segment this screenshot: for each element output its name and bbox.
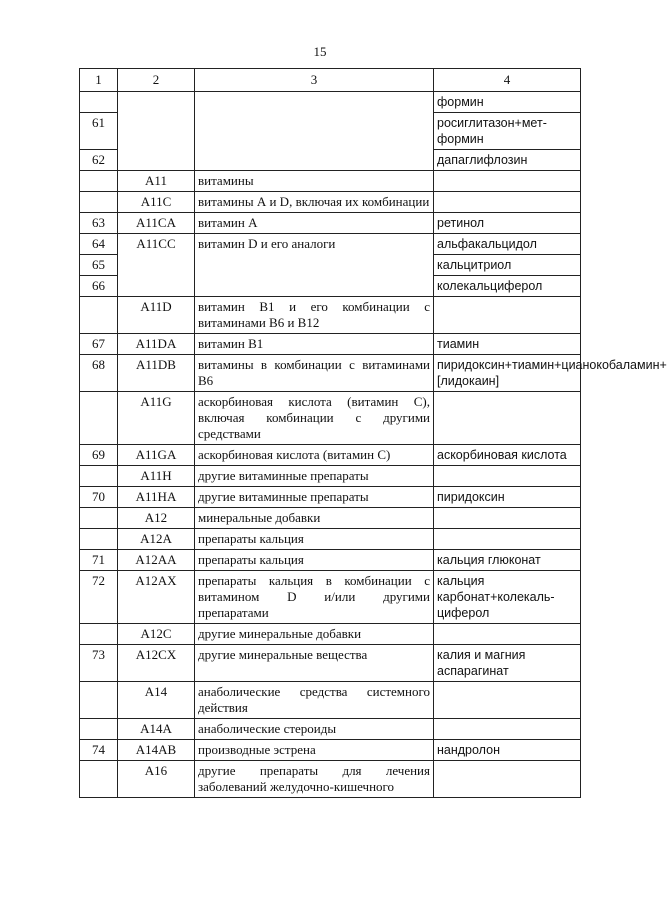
drug-name: кальция глюконат [434,550,581,571]
drug-name: колекальциферол [434,276,581,297]
group-name: витамины А и D, включая их комбинации [195,192,434,213]
row-number: 65 [80,255,118,276]
drug-name [434,297,581,334]
table-header-row [80,69,581,92]
row-number: 71 [80,550,118,571]
row-number: 62 [80,150,118,171]
atc-code: A11CA [118,213,195,234]
atc-code: A11H [118,466,195,487]
group-name: другие витаминные препараты [195,466,434,487]
row-number: 66 [80,276,118,297]
group-name: анаболические стероиды [195,719,434,740]
atc-code: A11D [118,297,195,334]
drug-name [434,761,581,798]
table-row [80,761,581,798]
drug-name: формин [434,92,581,113]
atc-code: A14AB [118,740,195,761]
row-number [80,192,118,213]
row-number [80,171,118,192]
group-name [195,92,434,171]
header-cell-1: 1 [80,69,118,92]
row-number: 67 [80,334,118,355]
atc-code: A11 [118,171,195,192]
atc-code: A12AX [118,571,195,624]
table-row [80,508,581,529]
table-row [80,334,581,355]
atc-code: A11DA [118,334,195,355]
drug-name: росиглитазон+мет-формин [434,113,581,150]
drug-name: тиамин [434,334,581,355]
group-name: витамины в комбинации с витаминами В6 [195,355,434,392]
group-name: другие препараты для лечения заболеваний желудочно-кишечного [195,761,434,798]
table-row [80,392,581,445]
table-row [80,171,581,192]
header-cell-2: 2 [118,69,195,92]
table-row [80,740,581,761]
row-number [80,92,118,113]
header-cell-4: 4 [434,69,581,92]
atc-code [118,92,195,171]
drug-name [434,171,581,192]
atc-code: A11HA [118,487,195,508]
table-row [80,645,581,682]
row-number [80,761,118,798]
table-row [80,550,581,571]
atc-code: A11G [118,392,195,445]
table-row [80,571,581,624]
atc-code: A14 [118,682,195,719]
group-name: препараты кальция [195,550,434,571]
group-name: другие минеральные добавки [195,624,434,645]
group-name: препараты кальция в комбинации с витамином D и/или другими препаратами [195,571,434,624]
row-number: 68 [80,355,118,392]
table-row [80,445,581,466]
table-row [80,682,581,719]
group-name: витамин А [195,213,434,234]
page-number: 15 [313,44,327,59]
drug-name [434,192,581,213]
group-name: витамин В1 и его комбинации с витаминами В6 и В12 [195,297,434,334]
drug-name: калия и магния аспарагинат [434,645,581,682]
atc-code: A14A [118,719,195,740]
group-name: витамин D и его аналоги [195,234,434,297]
atc-code: A12 [118,508,195,529]
row-number: 63 [80,213,118,234]
row-number [80,624,118,645]
table-row [80,529,581,550]
drug-name [434,719,581,740]
group-name: аскорбиновая кислота (витамин С), включая комбинации с другими средствами [195,392,434,445]
drug-name: нандролон [434,740,581,761]
row-number [80,392,118,445]
atc-code: A12CX [118,645,195,682]
atc-code: A12C [118,624,195,645]
drug-name: кальция карбонат+колекаль-циферол [434,571,581,624]
row-number: 61 [80,113,118,150]
table-row [80,355,581,392]
table-row [80,192,581,213]
group-name: аскорбиновая кислота (витамин С) [195,445,434,466]
atc-code: A12A [118,529,195,550]
table-row [80,624,581,645]
table-row [80,213,581,234]
atc-code: A11CC [118,234,195,297]
row-number [80,466,118,487]
atc-code: A11GA [118,445,195,466]
group-name: препараты кальция [195,529,434,550]
group-name: другие витаминные препараты [195,487,434,508]
drug-name: аскорбиновая кислота [434,445,581,466]
header-cell-3: 3 [195,69,434,92]
group-name: минеральные добавки [195,508,434,529]
drug-name [434,682,581,719]
atc-code: A11DB [118,355,195,392]
row-number [80,508,118,529]
drug-name: кальцитриол [434,255,581,276]
atc-code: A12AA [118,550,195,571]
row-number: 70 [80,487,118,508]
drug-name: ретинол [434,213,581,234]
row-number [80,682,118,719]
group-name: анаболические средства системного действия [195,682,434,719]
row-number: 64 [80,234,118,255]
row-number [80,297,118,334]
group-name: производные эстрена [195,740,434,761]
table-row [80,719,581,740]
drug-name: пиридоксин [434,487,581,508]
row-number [80,719,118,740]
atc-code: A11C [118,192,195,213]
row-number: 69 [80,445,118,466]
drug-name: дапаглифлозин [434,150,581,171]
atc-code: A16 [118,761,195,798]
group-name: витамины [195,171,434,192]
drug-list-table [79,68,667,798]
table-row [80,487,581,508]
group-name: витамин В1 [195,334,434,355]
drug-name [434,392,581,445]
table-row [80,234,581,255]
table-row [80,466,581,487]
drug-name [434,624,581,645]
drug-name [434,529,581,550]
row-number: 74 [80,740,118,761]
drug-name: пиридоксин+тиамин+цианокобаламин+[лидокаин] [434,355,581,392]
row-number: 72 [80,571,118,624]
table-row [80,297,581,334]
drug-name [434,466,581,487]
row-number: 73 [80,645,118,682]
drug-name [434,508,581,529]
row-number [80,529,118,550]
table-row [80,92,581,113]
group-name: другие минеральные вещества [195,645,434,682]
drug-name: альфакальцидол [434,234,581,255]
